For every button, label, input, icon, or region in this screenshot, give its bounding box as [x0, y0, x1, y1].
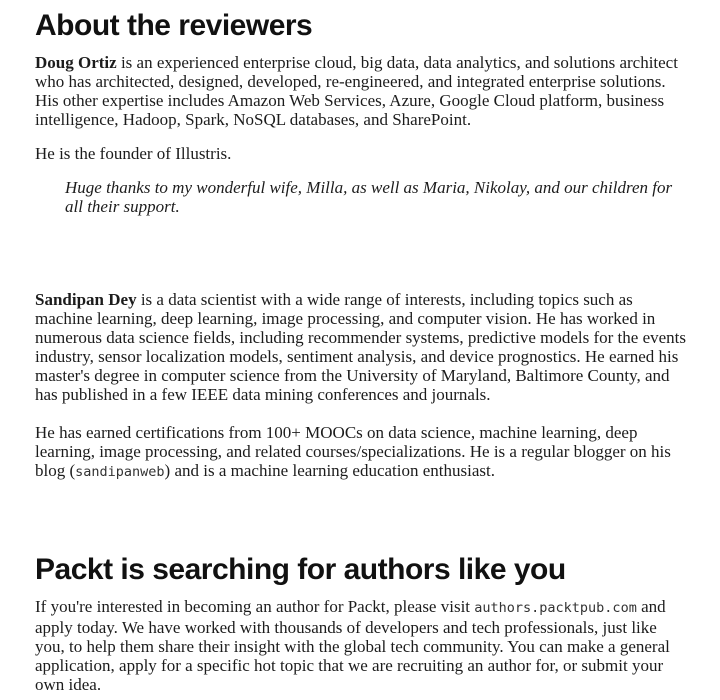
reviewer-bio-doug — [35, 53, 690, 129]
certifications-text-pre: He has earned certifications from 100+ MOOCs on data science, machine learning, deep learning, image processing, and related courses/specializations. He is a regular blogger on his blog ( — [35, 423, 671, 480]
certifications-paragraph — [35, 423, 690, 482]
blog-name-code: sandipanweb — [75, 464, 165, 480]
authors-cta-heading: Packt is searching for authors like you — [35, 553, 566, 586]
page-content — [35, 8, 690, 694]
packtpub-url-code: authors.packtpub.com — [474, 600, 637, 616]
reviewer-bio-sandipan-text: is a data scientist with a wide range of interests, including topics such as machine learning, deep learning, image processing, and computer vision. He has worked in numerous data science fields, including recommender systems, predictive models for the events industry, sensor localization models, sentiment analysis, and device prognostics. He earned his master's degree in computer science from the University of Maryland, Baltimore County, and has published in a few IEEE data mining conferences and journals. — [35, 290, 686, 404]
reviewer-bio-sandipan — [35, 290, 690, 404]
reviewer-bio-doug-text: is an experienced enterprise cloud, big data, data analytics, and solutions architect who has architected, designed, developed, re-engineered, and integrated enterprise solutions. His other expertise includes Amazon Web Services, Azure, Google Cloud platform, business intelligence, Hadoop, Spark, NoSQL databases, and SharePoint. — [35, 53, 678, 129]
founder-line: He is the founder of Illustris. — [35, 144, 232, 163]
reviewer-name-doug: Doug Ortiz — [35, 53, 117, 72]
dedication-quote: Huge thanks to my wonderful wife, Milla, as well as Maria, Nikolay, and our children for all their support. — [65, 178, 673, 216]
reviewer-name-sandipan: Sandipan Dey — [35, 290, 137, 309]
cta-text-post: and apply today. We have worked with thousands of developers and tech professionals, just like you, to help them share their insight with the global tech community. You can make a general application, apply for a specific hot topic that we are recruiting an author for, or submit your own idea. — [35, 597, 670, 694]
about-reviewers-heading: About the reviewers — [35, 9, 313, 42]
certifications-text-post: ) and is a machine learning education enthusiast. — [164, 461, 495, 480]
cta-paragraph — [35, 597, 690, 694]
cta-text-pre: If you're interested in becoming an author for Packt, please visit — [35, 597, 475, 616]
